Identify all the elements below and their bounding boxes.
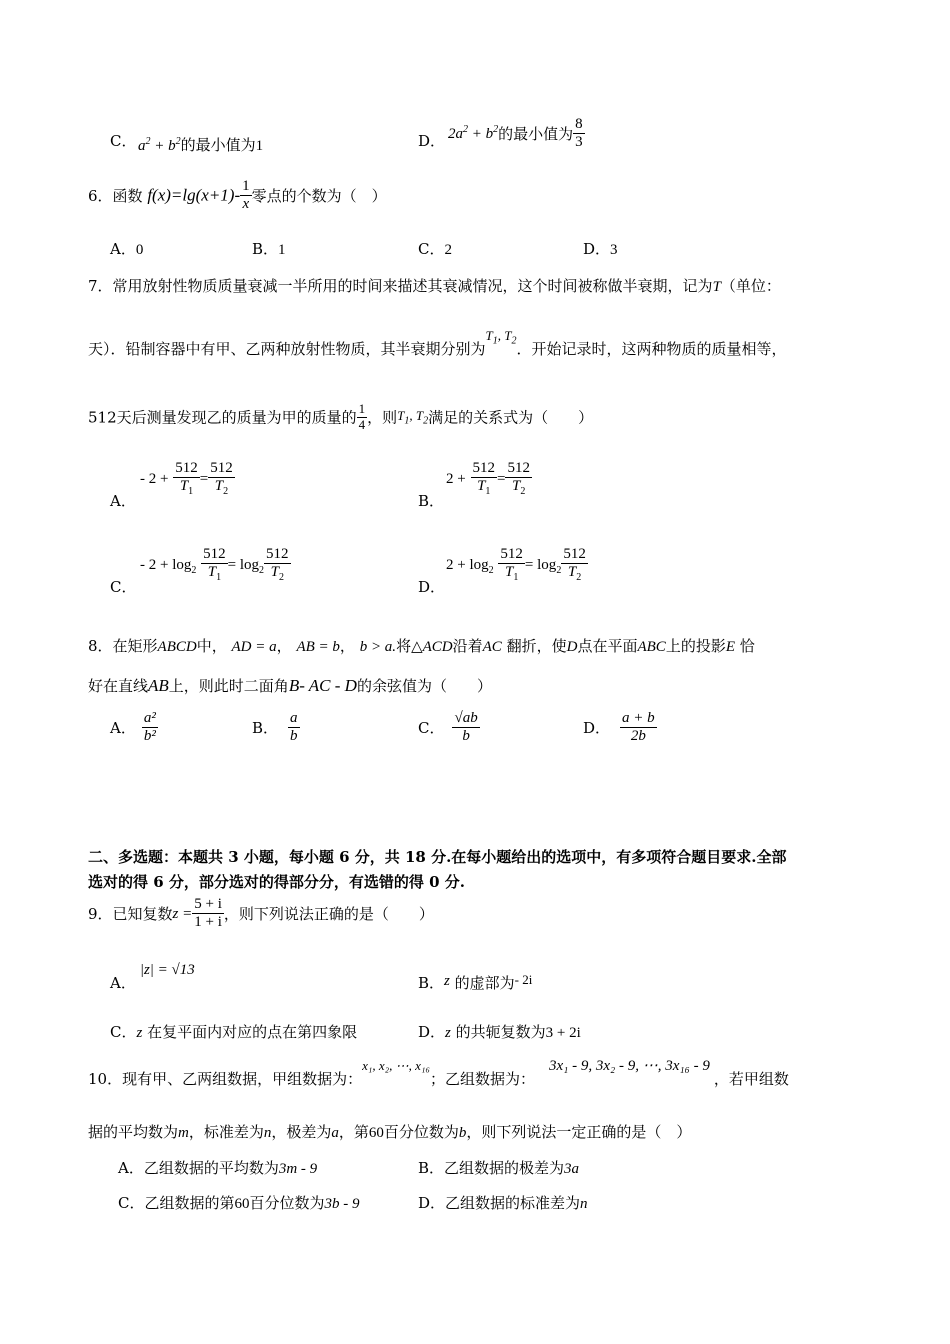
- q7-option-a: A．: [110, 492, 136, 510]
- q7-option-b-expr: 2 + $\frac{512}{T_1}$ = $\frac{512}{T_2}$: [446, 460, 530, 498]
- q10-option-a: A．乙组数据的平均数为3m - 9: [118, 1159, 318, 1177]
- q10-option-b: B．乙组数据的极差为3a: [418, 1159, 580, 1177]
- q8-option-d: D． $\frac{a + b}{2b}$: [583, 710, 655, 745]
- q7-a-frac2: $\frac{512}{T_2}$: [210, 460, 233, 498]
- q7-b-frac1: $\frac{512}{T_1}$: [472, 460, 495, 498]
- q8-a-frac: $\frac{\text{a²}}{\text{b²}}$: [143, 710, 156, 745]
- q7-option-b: B．: [418, 492, 445, 510]
- section2-heading-line2: 选对的得 6 分，部分选对的得部分分，有选错的得 0 分.: [88, 873, 465, 891]
- q7-t1-t2-b: $T_1$, $T_2$: [397, 407, 429, 427]
- q6-option-d: D．3: [583, 240, 618, 258]
- q7-option-d: D．: [418, 578, 446, 596]
- q7-a-frac1: $\frac{512}{T_1}$: [175, 460, 198, 498]
- q6-fraction: $\frac{1}{x}$: [242, 178, 250, 213]
- q5-option-d: D．: [418, 132, 446, 150]
- q8-line2: 好在直线AB上，则此时二面角B- AC - D的余弦值为（ ）: [88, 676, 492, 695]
- q7-line3: 512天后测量发现乙的质量为甲的质量的 $\frac{1}{4}$ ，则$T_1$, $T_2$满足的关系式为（ ）: [88, 401, 594, 432]
- q5-option-c: C．: [110, 132, 137, 150]
- q7-b-frac2: $\frac{512}{T_2}$: [507, 460, 530, 498]
- q8-option-b: B． $\frac{a}{b}$: [252, 710, 298, 745]
- q6-option-c: C．2: [418, 240, 452, 258]
- q7-d-frac2: $\frac{512}{T_2}$: [563, 546, 586, 584]
- q5-d-fraction: $\frac{8}{3}$: [575, 116, 583, 151]
- q9-fraction: $\frac{5 + i}{1 + i}$: [194, 896, 222, 931]
- q7-option-c: C．: [110, 578, 137, 596]
- q8-d-frac: $\frac{a + b}{2b}$: [622, 710, 655, 745]
- triangle-icon: △: [411, 637, 423, 655]
- q7-c-frac2: $\frac{512}{T_2}$: [266, 546, 289, 584]
- q10-line1: 10．现有甲、乙两组数据，甲组数据为：x₁, x₂, ⋯, x₁₆；乙组数据为：3x₁ - 9, 3x₂ - 9, ⋯, 3x₁₆ - 9，若甲组数: [88, 1058, 789, 1088]
- q7-t1-t2: $T_1$, $T_2$: [485, 328, 517, 347]
- q5-option-c-expr: $a^2 + b^2$的最小值为1: [138, 136, 264, 154]
- q8-option-c: C． $\frac{√ab}{b}$: [418, 710, 478, 745]
- q9-stem: 9．已知复数z = $\frac{5 + i}{1 + i}$ ，则下列说法正确的是（ ）: [88, 896, 434, 931]
- q6-stem: 6．函数 f(x)=lg(x+1)- $\frac{1}{x}$ 零点的个数为（ ）: [88, 178, 387, 213]
- q10-line2: 据的平均数为m，标准差为n，极差为a，第60百分位数为b，则下列说法一定正确的是（ ）: [88, 1123, 692, 1141]
- q8-c-frac: $\frac{√ab}{b}$: [454, 710, 478, 745]
- q6-option-a: A．0: [110, 240, 144, 258]
- q8-b-frac: $\frac{a}{b}$: [290, 710, 298, 745]
- q9-option-c: C．z 在复平面内对应的点在第四象限: [110, 1023, 358, 1041]
- q7-d-frac1: $\frac{512}{T_1}$: [500, 546, 523, 584]
- q9-option-d: D．z 的共轭复数为3 + 2i: [418, 1023, 581, 1041]
- section2-heading-line1: 二、多选题：本题共 3 小题，每小题 6 分，共 18 分.在每小题给出的选项中，有多项符合题目要求.全部: [88, 848, 787, 866]
- q9-option-b: B．z 的虚部为- 2i: [418, 972, 533, 992]
- q5-c-math: $a^2 + b^2$: [138, 136, 181, 154]
- q8-line1: 8．在矩形ABCD中， AD = a， AB = b， b > a.将△ACD沿着AC 翻折，使D点在平面ABC上的投影E 恰: [88, 637, 755, 655]
- q10-option-d: D．乙组数据的标准差为n: [418, 1194, 588, 1212]
- q7-line1: 7．常用放射性物质质量衰减一半所用的时间来描述其衰减情况，这个时间被称做半衰期，记为T（单位：: [88, 277, 781, 295]
- q7-line2: 天）．铅制容器中有甲、乙两种放射性物质，其半衰期分别为$T_1$, $T_2$．开始记录时，这两种物质的质量相等，: [88, 328, 787, 358]
- q6-option-b: B．1: [252, 240, 286, 258]
- q7-option-a-expr: - 2 + $\frac{512}{T_1}$ = $\frac{512}{T_2}$: [140, 460, 233, 498]
- q5-option-d-expr: $2a^2 + b^2$的最小值为 $\frac{8}{3}$: [448, 116, 583, 151]
- q9-option-a: A．|z| = √13: [110, 962, 195, 992]
- q7-quarter: $\frac{1}{4}$: [358, 401, 366, 432]
- q8-option-a: A． $\frac{\text{a²}}{\text{b²}}$: [110, 710, 156, 745]
- q7-option-d-expr: $2 + \log_2$ $\frac{512}{T_1}$ = $\log_2$ $\frac{512}{T_2}$: [446, 546, 586, 584]
- q7-c-frac1: $\frac{512}{T_1}$: [203, 546, 226, 584]
- q5-d-math: $2a^2 + b^2$: [448, 124, 499, 143]
- q7-option-c-expr: - $2 + \log_2$ $\frac{512}{T_1}$ = $\log_2$ $\frac{512}{T_2}$: [140, 546, 289, 584]
- q10-option-c: C．乙组数据的第60百分位数为3b - 9: [118, 1194, 360, 1212]
